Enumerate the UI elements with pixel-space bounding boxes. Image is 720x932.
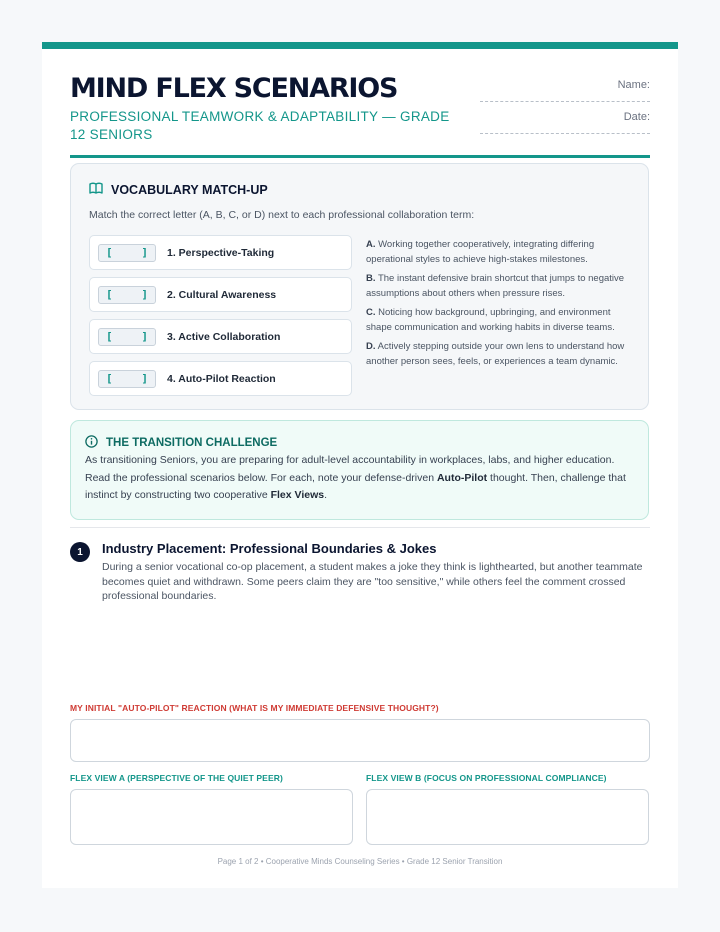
answer-blank[interactable] (98, 286, 156, 304)
challenge-bold-flex-views: Flex Views (270, 489, 325, 501)
challenge-text-part: . (324, 489, 328, 501)
blank-open-bracket: [ (106, 372, 113, 385)
scenario-title: Industry Placement: Professional Boundaries & Jokes (102, 541, 437, 556)
challenge-text (85, 452, 635, 505)
page-title: MIND FLEX SCENARIOS (70, 73, 398, 104)
flex-view-b-input[interactable] (366, 789, 649, 845)
term-row (89, 361, 352, 396)
definitions-list (366, 238, 630, 374)
term-label: 4. Auto-Pilot Reaction (167, 372, 276, 385)
name-label: Name: (617, 79, 650, 91)
answer-blank[interactable] (98, 328, 156, 346)
header-divider (70, 155, 650, 158)
definition-text: Actively stepping outside your own lens to understand how another person sees, feels, or experiences a team dynamic. (366, 341, 625, 367)
date-label: Date: (623, 111, 650, 123)
scenario-number-badge: 1 (70, 542, 90, 562)
blank-open-bracket: [ (106, 246, 113, 259)
flex-view-b-label: FLEX VIEW B (FOCUS ON PROFESSIONAL COMPLIANCE) (366, 773, 607, 783)
date-field[interactable] (480, 111, 650, 134)
flex-view-a-label: FLEX VIEW A (PERSPECTIVE OF THE QUIET PEER) (70, 773, 283, 783)
definition-text: Working together cooperatively, integrating differing operational styles to achieve high-stakes milestones. (366, 239, 595, 265)
definition-letter: C. (366, 307, 376, 318)
definition-item (366, 340, 630, 369)
challenge-text-part: thought. Then, challenge that instinct by constructing two cooperative (85, 471, 626, 501)
challenge-bold-autopilot: Auto-Pilot (436, 471, 488, 484)
blank-close-bracket: ] (141, 288, 148, 301)
challenge-heading (85, 435, 277, 451)
page-footer: Page 1 of 2 • Cooperative Minds Counseling Series • Grade 12 Senior Transition (217, 857, 503, 866)
vocabulary-instructions: Match the correct letter (A, B, C, or D) next to each professional collaboration term: (89, 209, 475, 221)
definition-letter: B. (366, 273, 376, 284)
info-circle-icon (85, 435, 98, 451)
challenge-heading-text: THE TRANSITION CHALLENGE (106, 437, 278, 449)
flex-view-a-input[interactable] (70, 789, 353, 845)
answer-blank[interactable] (98, 370, 156, 388)
autopilot-reaction-label: MY INITIAL "AUTO-PILOT" REACTION (WHAT IS MY IMMEDIATE DEFENSIVE THOUGHT?) (70, 703, 439, 713)
term-row (89, 319, 352, 354)
term-row (89, 277, 352, 312)
definition-item (366, 306, 630, 335)
scenario-description: During a senior vocational co-op placement, a student makes a joke they think is lighthearted, but another teammate becomes quiet and withdrawn. Some peers claim they are "too sensitive," while others feel the comment crossed professional boundaries. (102, 561, 643, 602)
blank-close-bracket: ] (141, 246, 148, 259)
vocabulary-heading-text: VOCABULARY MATCH-UP (111, 182, 268, 197)
term-label: 1. Perspective-Taking (167, 246, 275, 259)
vocabulary-heading (89, 182, 268, 197)
answer-blank[interactable] (98, 244, 156, 262)
challenge-text-part: As transitioning Seniors, you are preparing for adult-level accountability in workplaces, labs, and higher education. Read the professional scenarios below. For each, note your defense-driven (85, 454, 615, 484)
page-subtitle: PROFESSIONAL TEAMWORK & ADAPTABILITY — GRADE 12 SENIORS (70, 109, 450, 142)
transition-challenge-section (70, 420, 649, 520)
name-field[interactable] (480, 79, 650, 102)
blank-open-bracket: [ (106, 288, 113, 301)
worksheet-page (42, 42, 678, 888)
definition-item (366, 272, 630, 301)
definition-letter: A. (366, 239, 376, 250)
date-line[interactable] (480, 125, 650, 134)
autopilot-reaction-input[interactable] (70, 719, 650, 762)
definition-item (366, 238, 630, 267)
term-label: 2. Cultural Awareness (167, 288, 277, 301)
blank-close-bracket: ] (141, 372, 148, 385)
vocabulary-section (70, 163, 649, 410)
definition-text: The instant defensive brain shortcut that jumps to negative assumptions about others when pressure rises. (366, 273, 625, 299)
definition-letter: D. (366, 341, 376, 352)
blank-open-bracket: [ (106, 330, 113, 343)
term-row (89, 235, 352, 270)
book-icon (89, 182, 103, 197)
name-line[interactable] (480, 93, 650, 102)
definition-text: Noticing how background, upbringing, and environment shape communication and working habits in diverse teams. (366, 307, 615, 333)
blank-close-bracket: ] (141, 330, 148, 343)
term-label: 3. Active Collaboration (167, 330, 281, 343)
section-divider (70, 527, 650, 528)
